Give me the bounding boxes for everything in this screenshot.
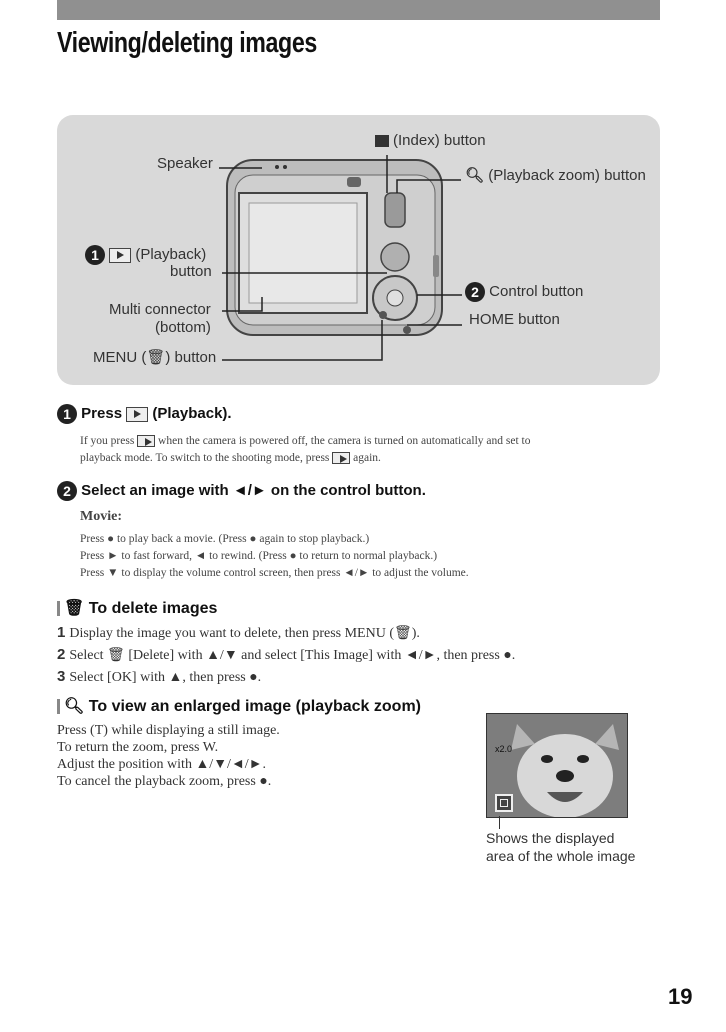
zoom-line: To return the zoom, press W. (57, 740, 219, 755)
trash-icon: 🗑︎ (64, 600, 85, 617)
zoom-line: Press (T) while displaying a still image. (57, 723, 280, 738)
playback-icon (137, 435, 155, 447)
zoom-buttons (385, 193, 405, 227)
multi-connector-label: Multi connector (109, 301, 211, 318)
movie-heading: Movie: (80, 509, 122, 524)
movie-line: Press ► to fast forward, ◄ to rewind. (Press ● to return to normal playback.) (80, 550, 438, 562)
speaker-grille (275, 165, 279, 169)
playback-icon (109, 248, 131, 263)
playback-button (381, 243, 409, 271)
caption-leader (499, 816, 500, 829)
zoom-line: Adjust the position with ▲/▼/◄/►. (57, 757, 267, 772)
playback-button-label: button (170, 263, 212, 280)
trash-icon: 🗑︎ (146, 349, 166, 366)
zoom-heading: 🔍︎ To view an enlarged image (playback zoom) (57, 696, 421, 716)
delete-steps (57, 622, 515, 688)
movie-line: Press ▼ to display the volume control screen, then press ◄/► to adjust the volume. (80, 567, 469, 579)
multi-connector-bottom-label: (bottom) (155, 319, 211, 336)
zoom-ratio: x2.0 (495, 744, 513, 754)
playback-label: 1 (Playback) (85, 245, 206, 265)
step1-body: If you press when the camera is powered off, the camera is turned on automatically and set to playback mode. To switch to the shooting mode, press again. (80, 435, 531, 464)
step2-heading: 2 Select an image with ◄/► on the control button. (57, 481, 426, 501)
home-button-label: HOME button (469, 311, 560, 328)
menu-button-label: MENU (🗑︎) button (93, 349, 217, 366)
index-button-label: (Index) button (375, 132, 486, 150)
camera-diagram (57, 115, 660, 385)
page-number: 19 (668, 984, 693, 1009)
zoomed-dog-photo (486, 713, 628, 818)
step1-heading: 1 Press (Playback). (57, 404, 232, 424)
playback-icon (126, 407, 148, 422)
delete-step: 2 Select 🗑 [Delete] with ▲/▼ and select [This Image] with ◄/►, then press ●. (57, 646, 516, 663)
page-title: Viewing/deleting images (57, 27, 317, 59)
playback-zoom-label: 🔍︎ (Playback zoom) button (465, 167, 646, 184)
position-indicator (495, 794, 513, 812)
header-bar (57, 0, 660, 20)
speaker-label: Speaker (157, 155, 213, 172)
movie-line: Press ● to play back a movie. (Press ● again to stop playback.) (80, 533, 370, 545)
zoom-instructions (57, 722, 280, 790)
zoom-line: To cancel the playback zoom, press ●. (57, 774, 272, 789)
index-icon (375, 135, 389, 147)
zoom-caption: Shows the displayed area of the whole image (486, 830, 636, 864)
magnifier-icon: 🔍︎ (465, 167, 485, 184)
delete-heading: 🗑︎ To delete images (57, 598, 217, 618)
delete-step: 3 Select [OK] with ▲, then press ●. (57, 668, 262, 685)
playback-icon (332, 452, 350, 464)
delete-step: 1 Display the image you want to delete, then press MENU (🗑). (57, 624, 420, 641)
control-button-label: 2 Control button (465, 282, 583, 302)
movie-instructions (80, 531, 469, 582)
magnifier-icon: 🔍︎ (64, 698, 85, 715)
